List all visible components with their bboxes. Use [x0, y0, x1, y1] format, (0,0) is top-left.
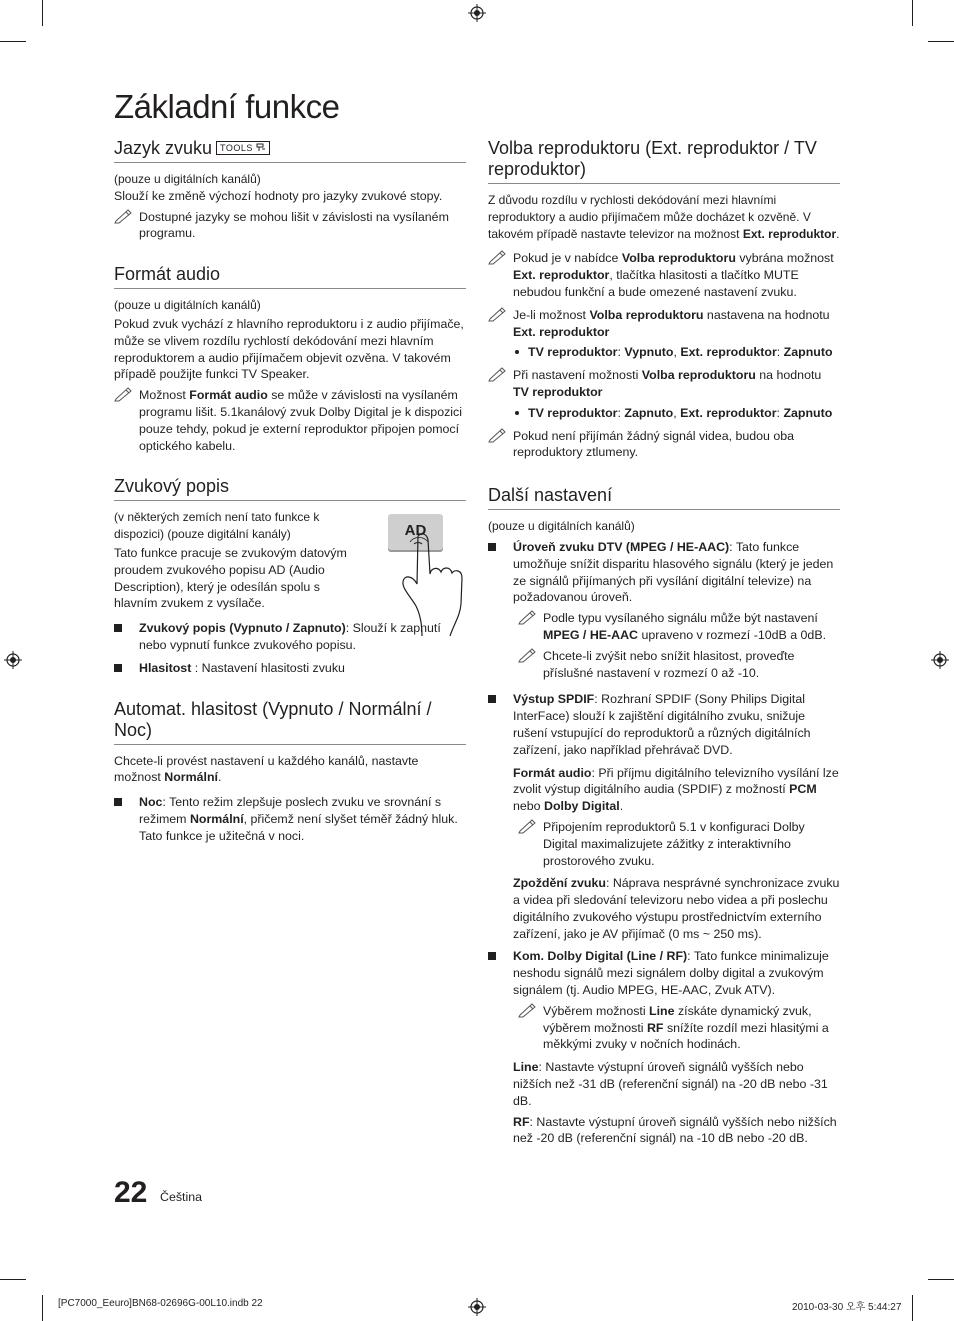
page-number: 22	[114, 1176, 148, 1209]
section-format-audio	[114, 264, 466, 454]
section-heading: Zvukový popis	[114, 476, 466, 501]
bullet-item: Noc: Tento režim zlepšuje poslech zvuku ve srovnání s režimem Normální, přičemž není slyšet téměř žádný hluk. Tato funkce je užitečná v noci.	[114, 794, 466, 844]
tools-remote-icon	[256, 143, 266, 152]
pencil-note-icon	[114, 208, 134, 224]
dot-item: TV reproduktor: Vypnuto, Ext. reproduktor: Zapnuto	[513, 344, 840, 361]
square-bullet	[114, 798, 122, 806]
left-column	[114, 138, 466, 867]
paragraph: (pouze u digitálních kanálů)	[488, 519, 635, 534]
section-heading: Formát audio	[114, 264, 466, 289]
dot-bullet	[515, 350, 519, 354]
paragraph: Zpoždění zvuku: Náprava nesprávné synchronizace zvuku a videa při sledování televizoru nebo videa a při poslechu digitálního zvukového výstupu prostřednictvím externího zařízení, jako je AV přijímač (0 ms ~ 250 ms).	[513, 876, 840, 941]
pencil-note-icon	[488, 306, 508, 322]
crop-mark	[912, 1295, 913, 1321]
pencil-note-icon	[518, 609, 538, 625]
dot-bullet	[515, 411, 519, 415]
footer-language: Čeština	[160, 1190, 203, 1204]
ad-remote-illustration	[388, 514, 468, 634]
paragraph: Z důvodu rozdílu v rychlosti dekódování mezi hlavními reproduktory a audio přijímačem může docházet k ozvěně. V takovém případě nastavte televizor na možnost Ext. reproduktor.	[488, 193, 840, 241]
tools-badge: TOOLS	[216, 141, 270, 155]
pencil-note-icon	[518, 818, 538, 834]
page-title: Základní funkce	[114, 88, 340, 125]
paragraph: Line: Nastavte výstupní úroveň signálů vyšších nebo nižších než -31 dB (referenční signál) na -20 dB nebo -31 dB.	[513, 1060, 828, 1108]
print-slug-file: [PC7000_Eeuro]BN68-02696G-00L10.indb 22	[58, 1298, 263, 1309]
pencil-note-icon	[488, 427, 508, 443]
bullet-item: Zvukový popis (Vypnuto / Zapnuto): Slouží k zapnutí nebo vypnutí funkce zvukového popisu.	[114, 620, 466, 654]
registration-mark-icon	[931, 651, 949, 669]
paragraph: RF: Nastavte výstupní úroveň signálů vyšších nebo nižších než -20 dB (referenční signál) na -10 dB nebo -20 dB.	[513, 1114, 837, 1146]
bullet-item: Hlasitost : Nastavení hlasitosti zvuku	[114, 660, 466, 677]
crop-mark	[0, 41, 26, 42]
square-bullet	[488, 952, 496, 960]
bullet-item: Úroveň zvuku DTV (MPEG / HE-AAC): Tato funkce umožňuje snížit disparitu hlasového signálu (který je jeden ze signálů přijímaných při vysílání digitální televize) na požadovanou úroveň.	[488, 539, 840, 606]
note: Výběrem možnosti Line získáte dynamický zvuk, výběrem možnosti RF snížíte rozdíl mezi hlasitými a měkkými zvuky v nočních hodinách.	[488, 1003, 840, 1053]
crop-mark	[912, 0, 913, 26]
crop-mark	[42, 0, 43, 26]
bullet-item: Výstup SPDIF: Rozhraní SPDIF (Sony Philips Digital InterFace) slouží k zajištění digitálního zvuku, snižuje rušení vstupující do reproduktorů a různých digitálních zařízení, jako například přehrávač DVD.	[488, 691, 840, 758]
print-slug-date: 2010-03-30 오후 5:44:27	[792, 1302, 902, 1313]
section-heading: Jazyk zvuku TOOLS	[114, 138, 466, 163]
crop-mark	[928, 1279, 954, 1280]
note: Při nastavení možnosti Volba reproduktoru na hodnotu TV reproduktor	[488, 367, 840, 401]
right-column	[488, 138, 840, 1169]
section-heading: Automat. hlasitost (Vypnuto / Normální / Noc)	[114, 699, 466, 745]
crop-mark	[42, 1295, 43, 1321]
registration-mark-icon	[468, 4, 486, 22]
paragraph: Pokud zvuk vychází z hlavního reproduktoru i z audio přijímače, může se vlivem rozdílu rychlostí dekódování mezi hlavním reproduktorem a audio přijímačem objevit ozvěna. V takovém případě použijte funkci TV Speaker.	[114, 316, 464, 382]
paragraph: Chcete-li provést nastavení u každého kanálů, nastavte možnost Normální.	[114, 753, 419, 785]
paragraph: (pouze u digitálních kanálů)	[114, 298, 261, 313]
paragraph: Formát audio: Při příjmu digitálního televizního vysílání lze zvolit výstup digitálního audia (SPDIF) z možností PCM nebo Dolby Digital.	[513, 765, 839, 814]
section-jazyk-zvuku	[114, 138, 466, 242]
pencil-note-icon	[518, 647, 538, 663]
crop-mark	[928, 41, 954, 42]
square-bullet	[114, 664, 122, 672]
paragraph: (v některých zemích není tato funkce k dispozici) (pouze digitální kanály)	[114, 510, 320, 542]
crop-mark	[0, 1279, 26, 1280]
pencil-note-icon	[488, 249, 508, 265]
section-zvukovy-popis	[114, 476, 466, 676]
registration-mark-icon	[468, 1298, 486, 1316]
note: Možnost Formát audio se může v závislosti na vysílaném programu lišit. 5.1kanálový zvuk Dolby Digital je k dispozici pouze tehdy, pokud je externí reproduktor připojen pomocí optického kabelu.	[114, 387, 466, 454]
dot-item: TV reproduktor: Zapnuto, Ext. reproduktor: Zapnuto	[513, 405, 840, 422]
registration-mark-icon	[4, 651, 22, 669]
paragraph: Slouží ke změně výchozí hodnoty pro jazyky zvukové stopy.	[114, 188, 443, 203]
note: Dostupné jazyky se mohou lišit v závislosti na vysílaném programu.	[114, 209, 466, 243]
note: Pokud není přijímán žádný signál videa, budou oba reproduktory ztlumeny.	[488, 428, 840, 462]
square-bullet	[488, 695, 496, 703]
note: Je-li možnost Volba reproduktoru nastavena na hodnotu Ext. reproduktor	[488, 307, 840, 341]
square-bullet	[488, 543, 496, 551]
note: Pokud je v nabídce Volba reproduktoru vybrána možnost Ext. reproduktor, tlačítka hlasitosti a tlačítko MUTE nebudou funkční a bude omezené nastavení zvuku.	[488, 250, 840, 300]
section-automat-hlasitost	[114, 699, 466, 845]
section-dalsi-nastaveni	[488, 485, 840, 1147]
square-bullet	[114, 624, 122, 632]
paragraph: Tato funkce pracuje se zvukovým datovým proudem zvukového popisu AD (Audio Description), který je odesílán spolu s hlavním zvukem z vysílače.	[114, 545, 347, 611]
section-heading: Volba reproduktoru (Ext. reproduktor / TV reproduktor)	[488, 138, 840, 184]
note: Připojením reproduktorů 5.1 v konfiguraci Dolby Digital maximalizujete zážitky z interaktivního prostorového zvuku.	[488, 819, 840, 869]
section-volba-reproduktoru	[488, 138, 840, 461]
section-heading: Další nastavení	[488, 485, 840, 510]
ad-button: AD	[388, 514, 443, 552]
note: Podle typu vysílaného signálu může být nastavení MPEG / HE-AAC upraveno v rozmezí -10dB a 0dB.	[488, 610, 840, 644]
pencil-note-icon	[518, 1002, 538, 1018]
paragraph: (pouze u digitálních kanálů)	[114, 172, 261, 186]
bullet-item: Kom. Dolby Digital (Line / RF): Tato funkce minimalizuje neshodu signálů mezi signálem dolby digital a zvukovým signálem (tj. Audio MPEG, HE-AAC, Zvuk ATV).	[488, 948, 840, 998]
pencil-note-icon	[114, 386, 134, 402]
pencil-note-icon	[488, 366, 508, 382]
note: Chcete-li zvýšit nebo snížit hlasitost, proveďte příslušné nastavení v rozmezí 0 až -10.	[488, 648, 840, 682]
